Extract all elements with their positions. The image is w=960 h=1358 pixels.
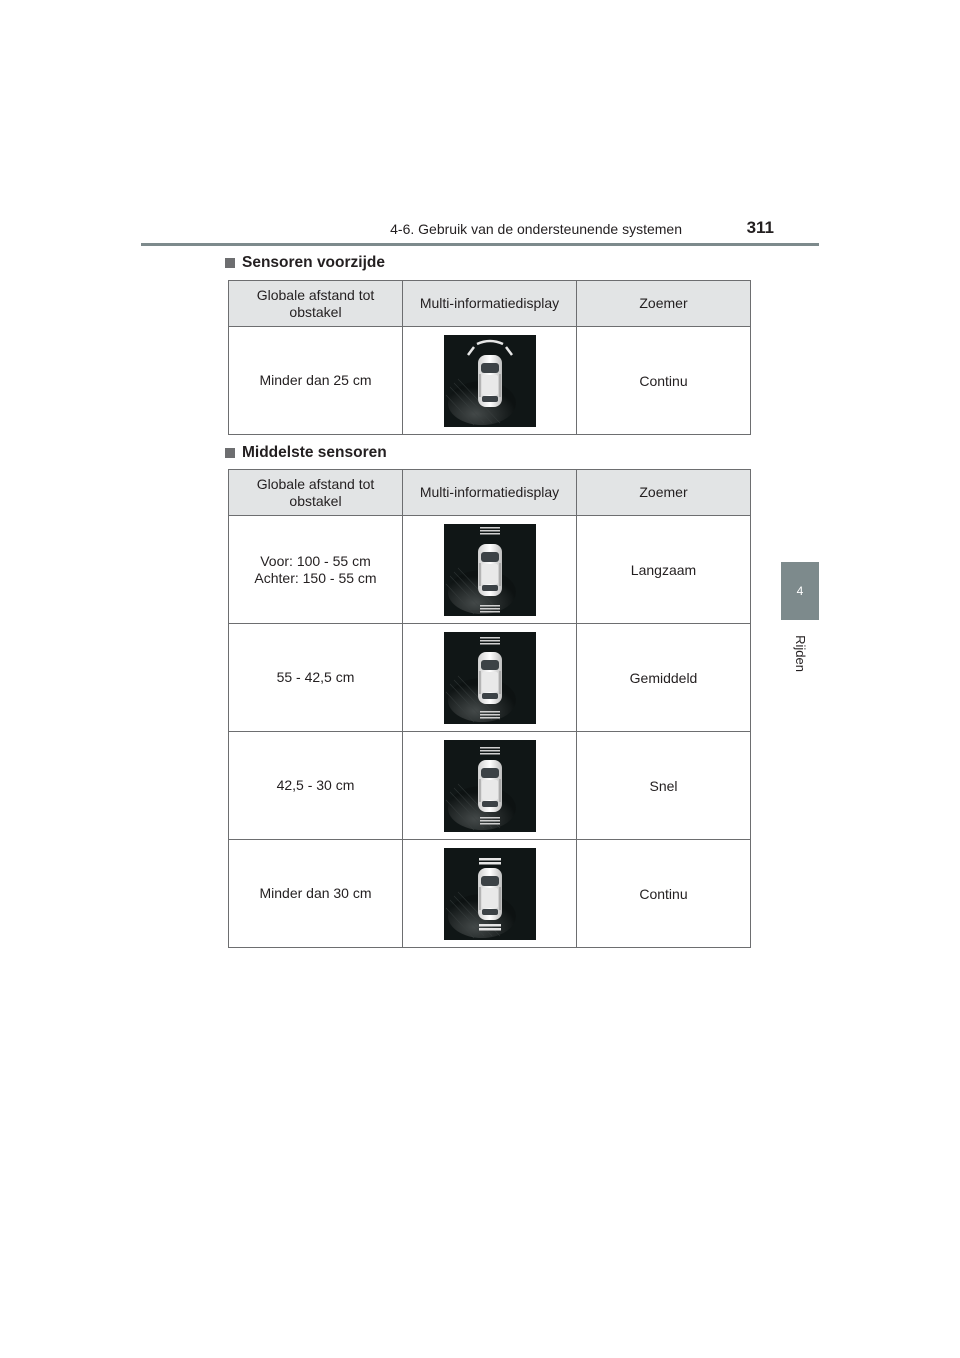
car-sensor-range-medium-icon [444,632,536,724]
car-sensor-range-far-icon [444,524,536,616]
column-header-buzzer: Zoemer [577,281,751,327]
car-sensor-range-near-icon [444,740,536,832]
section-title-middle-label: Middelste sensoren [242,444,387,461]
table-row [229,327,751,435]
column-header-display: Multi-informatiedisplay [403,470,577,516]
table-header-row [229,281,751,327]
distance-cell: Minder dan 30 cm [229,840,403,948]
distance-cell: Voor: 100 - 55 cm Achter: 150 - 55 cm [229,516,403,624]
running-header: 4-6. Gebruik van de ondersteunende systemen [390,221,682,237]
chapter-tab: 4 [781,562,819,620]
display-cell [403,840,577,948]
table-row [229,516,751,624]
display-cell [403,624,577,732]
table-row [229,624,751,732]
header-divider [141,243,819,246]
car-front-solid-icon [444,335,536,427]
section-square-icon [225,258,235,268]
buzzer-cell: Continu [577,327,751,435]
buzzer-cell: Gemiddeld [577,624,751,732]
table-row [229,840,751,948]
display-cell [403,732,577,840]
distance-cell: 42,5 - 30 cm [229,732,403,840]
distance-cell: 55 - 42,5 cm [229,624,403,732]
column-header-display: Multi-informatiedisplay [403,281,577,327]
table-header-row [229,470,751,516]
display-cell [403,327,577,435]
buzzer-cell: Langzaam [577,516,751,624]
car-sensor-range-closest-icon [444,848,536,940]
column-header-buzzer: Zoemer [577,470,751,516]
section-title-front [225,254,385,272]
buzzer-cell: Snel [577,732,751,840]
column-header-distance: Globale afstand tot obstakel [229,470,403,516]
buzzer-cell: Continu [577,840,751,948]
middle-sensor-table [228,469,751,948]
column-header-distance: Globale afstand tot obstakel [229,281,403,327]
page-number: 311 [746,218,774,237]
section-square-icon [225,448,235,458]
chapter-label-container [783,628,817,678]
distance-cell: Minder dan 25 cm [229,327,403,435]
chapter-label: Rijden [792,634,808,672]
table-row [229,732,751,840]
section-title-middle [225,444,387,462]
front-sensor-table [228,280,751,435]
display-cell [403,516,577,624]
section-title-front-label: Sensoren voorzijde [242,254,385,271]
